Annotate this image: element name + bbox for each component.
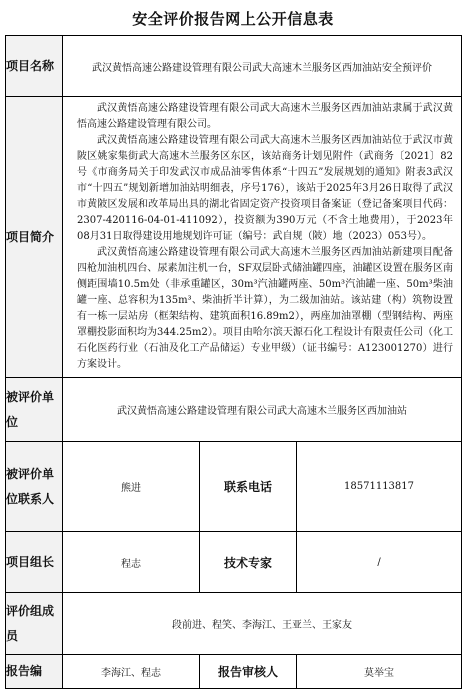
value-leader: 程志 bbox=[63, 532, 200, 593]
page-title: 安全评价报告网上公开信息表 bbox=[132, 10, 334, 28]
row-project-name bbox=[6, 36, 462, 97]
row-evaluated-unit bbox=[6, 378, 462, 442]
row-report bbox=[6, 655, 462, 689]
label-expert: 技术专家 bbox=[200, 532, 297, 593]
value-members: 段前进、程笑、李海江、王亚兰、王家友 bbox=[63, 593, 462, 655]
intro-paragraph: 武汉黄悟高速公路建设管理有限公司武大高速木兰服务区西加油站位于武汉市黄陂区姚家集街武大高速木兰服务区东区，该站商务计划见附件（武商务〔2021〕82号《市商务局关于印发武汉市成品油零售体系“十四五”发展规划的通知》附表3武汉市“十四五”规划新增加油站明细表，序号176），该站于2025年3月26日取得了武汉市黄陂区发展和改革局出具的湖北省固定资产投资项目备案证（登记备案项目代码：2307-420116-04-01-411092），投资额为390万元（不含土地费用），于2023年08月31日取得建设用地规划许可证（编号：武自规（陂）地（2023）053号）。 bbox=[77, 135, 454, 242]
intro-paragraph: 武汉黄悟高速公路建设管理有限公司武大高速木兰服务区西加油站隶属于武汉黄悟高速公路建设管理有限公司。 bbox=[77, 103, 454, 130]
row-members bbox=[6, 593, 462, 655]
value-contact-name: 熊进 bbox=[63, 442, 200, 532]
label-members: 评价组成员 bbox=[6, 593, 63, 655]
label-project-name: 项目名称 bbox=[6, 36, 63, 97]
value-project-name: 武汉黄悟高速公路建设管理有限公司武大高速木兰服务区西加油站安全预评价 bbox=[63, 36, 462, 97]
intro-paragraph: 武汉黄悟高速公路建设管理有限公司武大高速木兰服务区西加油站新建项目配备四枪加油机四台、尿素加注机一台，SF双层卧式储油罐四座，油罐区设置在服务区南侧距围墙10.5m处（非承重罐区，30m³汽油罐两座、50m³汽油罐一座、50m³柴油罐一座、总容积为135m³、柴油折半计算），为二级加油站。该站建（构）筑物设置有一栋一层站房（框架结构、建筑面积16.89m2），两座加油罩棚（型钢结构、两座罩棚投影面积均为344.25m2）。项目由哈尔滨天源石化工程设计有限责任公司（化工石化医药行业（石油及化工产品储运）专业甲级）（证书编号：A123001270）进行方案设计。 bbox=[77, 247, 454, 370]
row-project-intro bbox=[6, 97, 462, 378]
value-evaluated-unit: 武汉黄悟高速公路建设管理有限公司武大高速木兰服务区西加油站 bbox=[63, 378, 462, 442]
label-report: 报告编 bbox=[6, 655, 63, 689]
value-report-author: 李海江、程志 bbox=[63, 655, 200, 689]
value-reviewer: 莫举宝 bbox=[297, 655, 462, 689]
value-expert: / bbox=[297, 532, 462, 593]
info-table bbox=[5, 35, 462, 689]
row-contact bbox=[6, 442, 462, 532]
label-reviewer: 报告审核人 bbox=[200, 655, 297, 689]
value-project-intro bbox=[63, 97, 462, 378]
label-contact: 被评价单位联系人 bbox=[6, 442, 63, 532]
row-leader bbox=[6, 532, 462, 593]
value-phone: 18571113817 bbox=[297, 442, 462, 532]
label-evaluated-unit: 被评价单位 bbox=[6, 378, 63, 442]
label-project-intro: 项目简介 bbox=[6, 97, 63, 378]
label-leader: 项目组长 bbox=[6, 532, 63, 593]
label-phone: 联系电话 bbox=[200, 442, 297, 532]
